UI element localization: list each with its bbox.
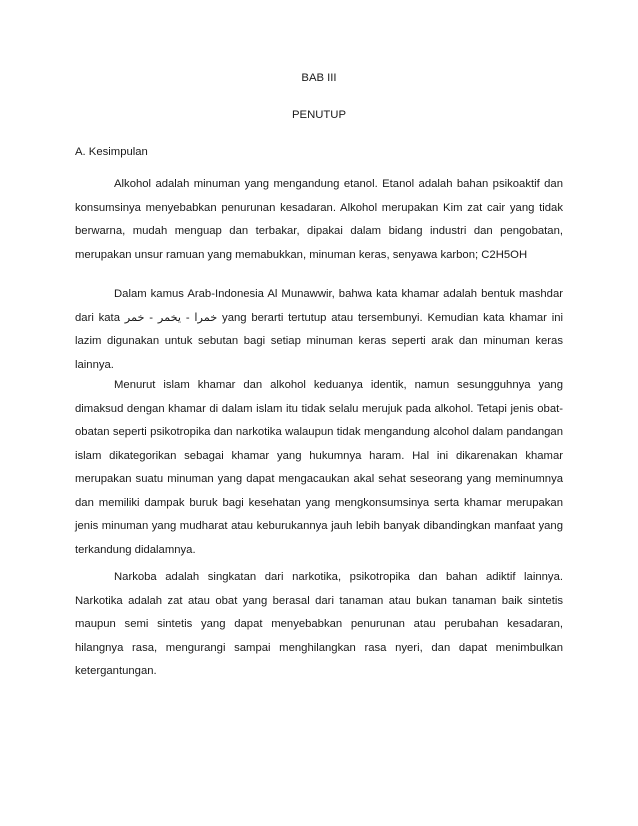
chapter-subtitle: PENUTUP [292,109,346,121]
paragraph-text: Alkohol adalah minuman yang mengandung etanol. Etanol adalah bahan psikoaktif dan konsumsinya menyebabkan penurunan kesadaran. Alkohol merupakan Kim zat cair yang tidak berwarna, mudah menguap dan terbakar, dipakai dalam bidang industri dan pengobatan, merupakan unsur ramuan yang memabukkan, minuman keras, senyawa karbon; C2H5OH [75,178,563,261]
paragraph-kamus [75,283,563,377]
paragraph-text: Dalam kamus Arab-Indonesia Al Munawwir, bahwa kata khamar adalah bentuk mashdar dari kata خمرا - يخمر - خمر yang berarti tertutup atau tersembunyi. Kemudian kata khamar ini lazim digunakan untuk sebutan bagi setiap minuman keras seperti arak dan minuman keras lainnya. [75,288,563,371]
chapter-title: BAB III [301,72,337,84]
paragraph-islam [75,374,563,562]
paragraph-narkoba [75,566,563,684]
paragraph-text: Menurut islam khamar dan alkohol keduanya identik, namun sesungguhnya yang dimaksud dengan khamar di dalam islam itu tidak selalu merujuk pada alkohol. Tetapi jenis obat- obatan seperti psikotropika dan narkotika walaupun tidak mengandung alcohol dalam pandangan islam dikategorikan sebagai khamar yang hukumnya haram. Hal ini dikarenakan khamar merupakan suatu minuman yang dapat mengacaukan akal sehat seseorang yang meminumnya dan memiliki dampak buruk bagi kesehatan yang mengkonsumsinya serta khamar merupakan jenis minuman yang mudharat atau keburukannya jauh lebih banyak dibandingkan manfaat yang terkandung didalamnya. [75,379,563,556]
section-heading: A. Kesimpulan [75,146,148,158]
paragraph-text: Narkoba adalah singkatan dari narkotika, psikotropika dan bahan adiktif lainnya. Narkotika adalah zat atau obat yang berasal dari tanaman atau bukan tanaman baik sintetis maupun semi sintetis yang dapat menyebabkan penurunan atau perubahan kesadaran, hilangnya rasa, mengurangi sampai menghilangkan rasa nyeri, dan dapat menimbulkan ketergantungan. [75,571,563,677]
paragraph-alkohol [75,173,563,267]
